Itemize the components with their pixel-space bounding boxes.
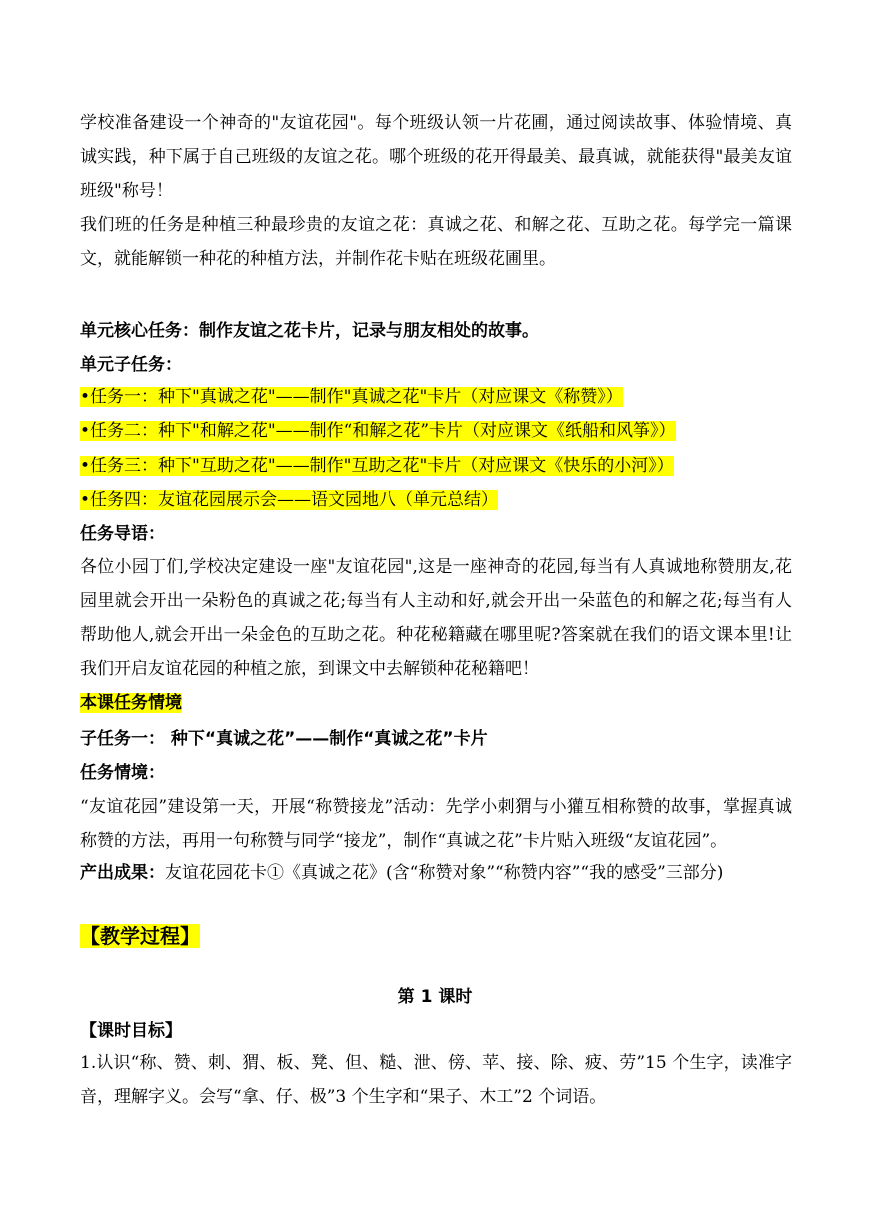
subtask-item-4-text: •任务四：友谊花园展示会——语文园地八（单元总结） [80,490,499,510]
subtask-item-1-text: •任务一：种下"真诚之花"——制作"真诚之花"卡片（对应课文《称赞》） [80,387,623,407]
task-guide-heading: 任务导语： [80,524,165,544]
subtask-item-4 [80,487,498,513]
subtask-item-2-text: •任务二：种下"和解之花"——制作“和解之花”卡片（对应课文《纸船和风筝》） [80,421,676,441]
lesson-subtask: 子任务一： 种下“真诚之花”——制作“真诚之花”卡片 [80,729,488,749]
task-guide-text: 各位小园丁们,学校决定建设一座"友谊花园",这是一座神奇的花园,每当有人真诚地称赞朋友,花园里就会开出一朵粉色的真诚之花;每当有人主动和好,就会开出一朵蓝色的和解之花;每当有人帮助他人,就会开出一朵金色的互助之花。种花秘籍藏在哪里呢?答案就在我们的语文课本里!让我们开启友谊花园的种植之旅，到课文中去解锁种花秘籍吧！ [80,557,792,679]
output-text: 友谊花园花卡①《真诚之花》(含“称赞对象”“称赞内容”“我的感受”三部分) [165,863,724,883]
output-label: 产出成果： [80,863,165,883]
intro-paragraph-1: 学校准备建设一个神奇的"友谊花园"。每个班级认领一片花圃，通过阅读故事、体验情境、真诚实践，种下属于自己班级的友谊之花。哪个班级的花开得最美、最真诚，就能获得"最美友谊班级"称号！ [80,113,792,201]
subtask-item-1 [80,384,623,410]
unit-core-task: 单元核心任务：制作友谊之花卡片，记录与朋友相处的故事。 [80,321,539,341]
task-situation-text: “友谊花园”建设第一天，开展“称赞接龙”活动：先学小刺猬与小獾互相称赞的故事，掌握真诚称赞的方法，再用一句称赞与同学“接龙”，制作“真诚之花”卡片贴入班级“友谊花园”。 [80,797,792,851]
subtask-item-2 [80,418,676,444]
subtask-item-3-text: •任务三：种下"互助之花"——制作"互助之花"卡片（对应课文《快乐的小河》） [80,456,674,476]
lesson-task-heading-text: 本课任务情境 [80,693,182,713]
task-situation-heading: 任务情境： [80,763,165,783]
session-goal-1: 1.认识“称、赞、刺、猬、板、凳、但、糙、泄、傍、苹、接、除、疲、劳”15 个生字，读准字音，理解字义。会写“拿、仔、极”3 个生字和“果子、木工”2 个词语。 [80,1053,792,1107]
intro-paragraph-2: 我们班的任务是种植三种最珍贵的友谊之花：真诚之花、和解之花、互助之花。每学完一篇课文，就能解锁一种花的种植方法，并制作花卡贴在班级花圃里。 [80,215,792,269]
session-goals-heading: 【课时目标】 [80,1021,182,1041]
session-title: 第 1 课时 [397,987,473,1007]
teaching-process-heading-text: 【教学过程】 [80,924,200,948]
lesson-task-heading [80,690,182,716]
output-line [80,860,723,886]
subtask-item-3 [80,453,674,479]
unit-subtasks-heading: 单元子任务： [80,355,182,375]
teaching-process-heading [80,921,200,951]
